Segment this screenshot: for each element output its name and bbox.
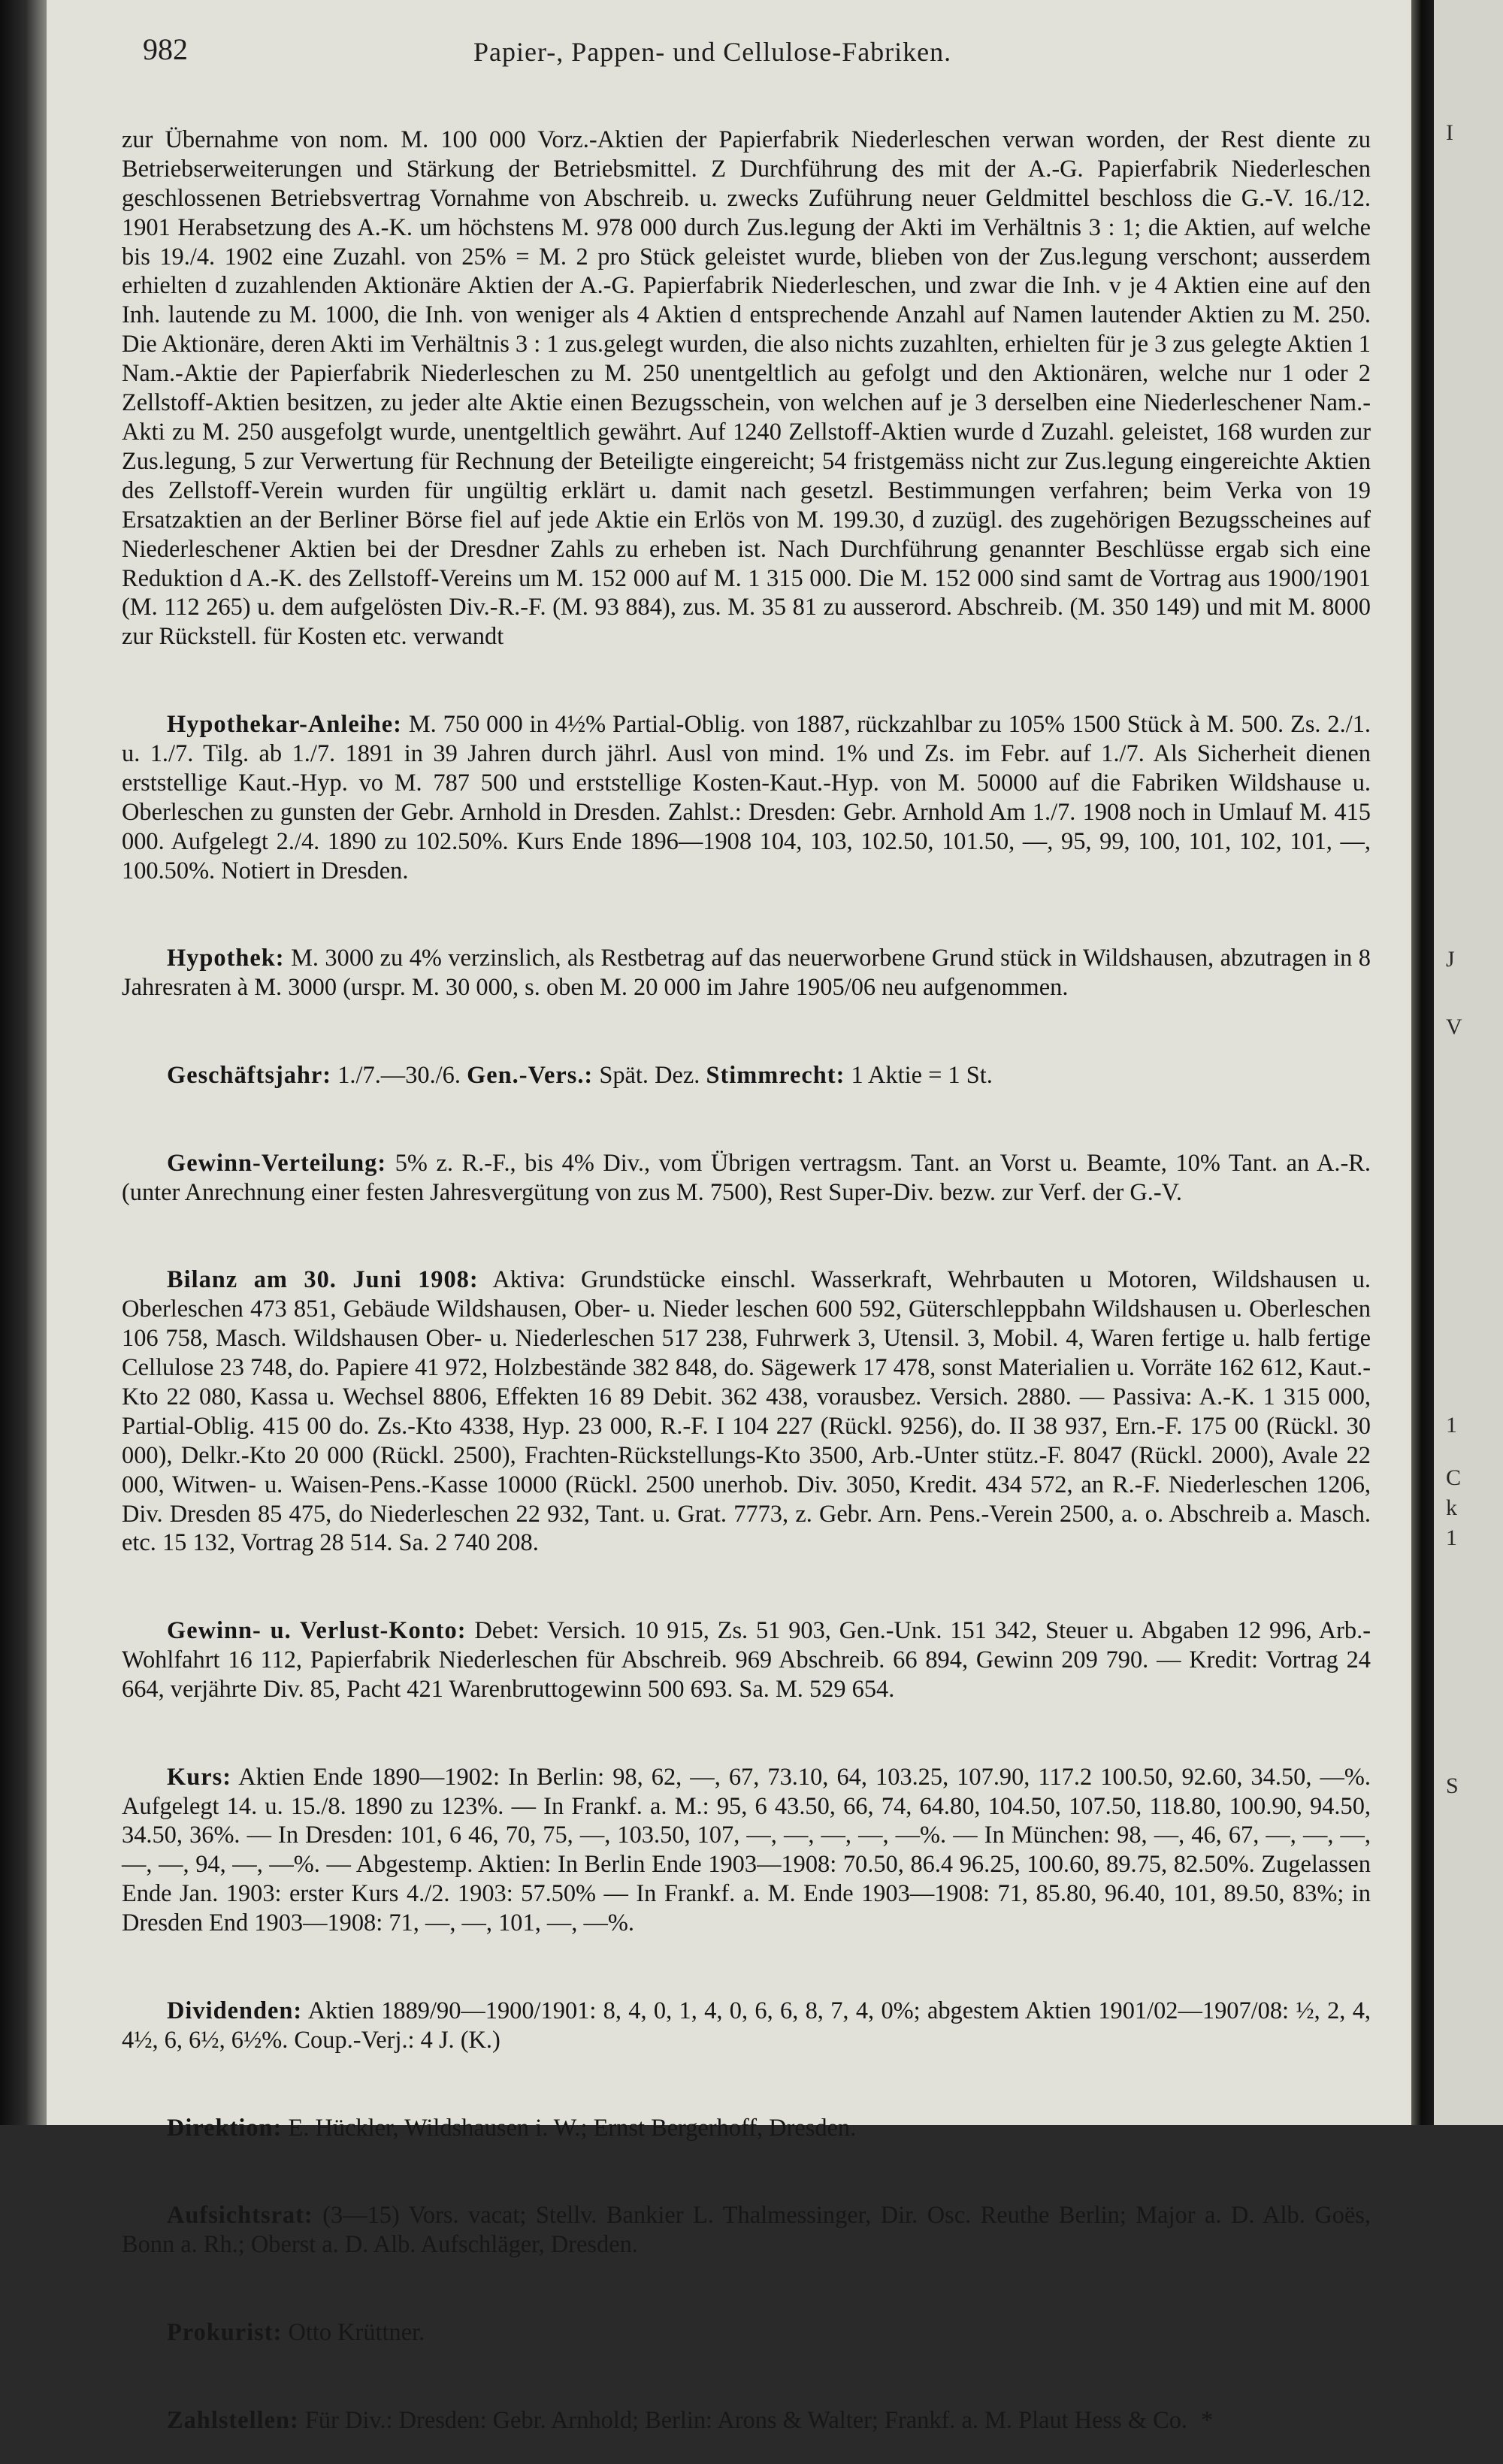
section-text: Aktiva: Grundstücke einschl. Wasserkraft, Wehrbauten u Motoren, Wildshausen u. Oberleschen 473 851, Gebäude Wildshausen, Ober- u. Nieder leschen 600 592, Güterschleppbahn Wildshausen u. Oberleschen 106 758, Masch. Wildshausen Ober- u. Niederleschen 517 238, Fuhrwerk 3, Utensil. 3, Mobil. 4, Waren fertige u. halb fertige Cellulose 23 748, do. Papiere 41 972, Holzbestände 382 848, do. Sägewerk 17 478, sonst Materialien u. Vorräte 162 612, Kaut.-Kto 22 080, Kassa u. Wechsel 8806, Effekten 16 89 Debit. 362 438, vorausbez. Versich. 2880. — Passiva: A.-K. 1 315 000, Partial-Oblig. 415 00 do. Zs.-Kto 4338, Hyp. 23 000, R.-F. I 104 227 (Rückl. 9256), do. II 38 937, Ern.-F. 175 00 (Rückl. 30 000), Delkr.-Kto 20 000 (Rückl. 2500), Frachten-Rückstellungs-Kto 3500, Arb.-Unter stütz.-F. 8047 (Rückl. 2000), Avale 22 000, Witwen- u. Waisen-Pens.-Kasse 10000 (Rückl. 2500 unerhob. Div. 3050, Kredit. 434 572, an R.-F. Niederleschen 1206, Div. Dresden 85 475, do Niederleschen 22 932, Tant. u. Grat. 7773, z. Gebr. Arn. Pens.-Verein 2500, a. o. Abschreib a. Masch. etc. 15 132, Vortrag 28 514. Sa. 2 740 208. bbox=[122, 1266, 1371, 1557]
section-text: Für Div.: Dresden: Gebr. Arnhold; Berlin: Arons & Walter; Frankf. a. M. Plaut Hess & Co. bbox=[304, 2406, 1188, 2434]
next-page-fragment: 1 bbox=[1446, 1413, 1457, 1438]
section-text-gen-vers: Spät. Dez. bbox=[599, 1061, 700, 1089]
section-prokurist bbox=[122, 2318, 1371, 2348]
section-hypothek bbox=[122, 944, 1371, 1002]
section-geschaeftsjahr bbox=[122, 1061, 1371, 1090]
next-page-fragment: k bbox=[1446, 1495, 1457, 1520]
section-text: E. Hückler, Wildshausen i. W.; Ernst Bergerhoff, Dresden. bbox=[288, 2114, 857, 2142]
section-label: Gewinn-Verteilung: bbox=[167, 1149, 387, 1177]
next-page-fragment: S bbox=[1446, 1773, 1459, 1798]
section-label: Hypothekar-Anleihe: bbox=[167, 711, 402, 739]
section-dividenden bbox=[122, 1997, 1371, 2055]
section-label: Prokurist: bbox=[167, 2318, 283, 2346]
next-page-fragment: 1 bbox=[1446, 1525, 1457, 1550]
section-hypothekar-anleihe bbox=[122, 710, 1371, 885]
section-gewinn-verlust bbox=[122, 1616, 1371, 1704]
section-kurs bbox=[122, 1763, 1371, 1938]
section-label-stimmrecht: Stimmrecht: bbox=[706, 1061, 845, 1089]
section-label: Gewinn- u. Verlust-Konto: bbox=[167, 1617, 467, 1645]
section-text: Debet: Versich. 10 915, Zs. 51 903, Gen.-Unk. 151 342, Steuer u. Abgaben 12 996, Arb.-Wohlfahrt 16 112, Papierfabrik Niederleschen für Abschreib. 969 Abschreib. 66 894, Gewinn 209 790. — Kredit: Vortrag 24 664, verjährte Div. 85, Pacht 421 Warenbruttogewinn 500 693. Sa. M. 529 654. bbox=[122, 1617, 1371, 1703]
section-text: 5% z. R.-F., bis 4% Div., vom Übrigen vertragsm. Tant. an Vorst u. Beamte, 10% Tant. an A.-R. (unter Anrechnung einer festen Jahresvergütung von zus M. 7500), Rest Super-Div. bezw. zur Verf. der G.-V. bbox=[122, 1149, 1371, 1206]
book-spine bbox=[0, 0, 47, 2125]
page-number: 982 bbox=[143, 32, 188, 66]
end-mark: * bbox=[1201, 2406, 1214, 2434]
section-label-gen-vers: Gen.-Vers.: bbox=[467, 1061, 594, 1089]
next-page-edge bbox=[1434, 0, 1503, 2125]
next-page-fragment: I bbox=[1446, 120, 1453, 145]
section-label: Kurs: bbox=[167, 1763, 231, 1791]
page-gutter bbox=[1411, 0, 1434, 2125]
section-label: Geschäftsjahr: bbox=[167, 1061, 332, 1089]
section-direktion bbox=[122, 2114, 1371, 2143]
body-text bbox=[122, 96, 1371, 2464]
intro-paragraph: zur Übernahme von nom. M. 100 000 Vorz.-Aktien der Papierfabrik Niederleschen verwan worden, der Rest diente zu Betriebserweiterungen und Stärkung der Betriebsmittel. Z Durchführung des mit der A.-G. Papierfabrik Niederleschen geschlossenen Betriebsvertrag Vornahme von Abschreib. u. zwecks Zuführung neuer Geldmittel beschloss die G.-V. 16./12. 1901 Herabsetzung des A.-K. um höchstens M. 978 000 durch Zus.legung der Akti im Verhältnis 3 : 1; die Aktien, auf welche bis 19./4. 1902 eine Zuzahl. von 25% = M. 2 pro Stück geleistet wurde, blieben von der Zus.legung verschont; ausserdem erhielten d zuzahlenden Aktionäre Aktien der A.-G. Papierfabrik Niederleschen, und zwar die Inh. v je 4 Aktien eine auf den Inh. lautende zu M. 1000, die Inh. von weniger als 4 Aktien d entsprechende Anzahl auf Namen lautender Aktien zu M. 250. Die Aktionäre, deren Akti im Verhältnis 3 : 1 zus.gelegt wurden, die also nichts zuzahlten, erhielten für je 3 zus gelegte Aktien 1 Nam.-Aktie der Papierfabrik Niederleschen zu M. 250 unentgeltlich au gefolgt und den Aktionären, welche nur 1 oder 2 Zellstoff-Aktien besitzen, zu jeder alte Aktie einen Bezugsschein, von welchen auf je 3 derselben eine Niederleschener Nam.-Akti zu M. 250 ausgefolgt wurde, unentgeltlich gewährt. Auf 1240 Zellstoff-Aktien wurde d Zuzahl. geleistet, 168 wurden zur Zus.legung, 5 zur Verwertung für Rechnung der Beteiligte eingereicht; 54 fristgemäss nicht zur Zus.legung eingereichte Aktien des Zellstoff-Verein wurden für ungültig erklärt u. damit nach gesetzl. Bestimmungen verfahren; beim Verka von 19 Ersatzaktien an der Berliner Börse fiel auf jede Aktie ein Erlös von M. 199.30, d zuzügl. des zugehörigen Bezugsscheines auf Niederleschener Aktien bei der Dresdner Zahls zu erheben ist. Nach Durchführung genannter Beschlüsse ergab sich eine Reduktion d A.-K. des Zellstoff-Vereins um M. 152 000 auf M. 1 315 000. Die M. 152 000 sind samt de Vortrag aus 1900/1901 (M. 112 265) u. dem aufgelösten Div.-R.-F. (M. 93 884), zus. M. 35 81 zu ausserord. Abschreib. (M. 350 149) und mit M. 8000 zur Rückstell. für Kosten etc. verwandt bbox=[122, 125, 1371, 651]
section-bilanz bbox=[122, 1265, 1371, 1558]
section-label: Hypothek: bbox=[167, 945, 285, 972]
next-page-fragment: J bbox=[1446, 947, 1455, 972]
section-label: Zahlstellen: bbox=[167, 2406, 299, 2434]
next-page-fragment: V bbox=[1446, 1014, 1462, 1039]
section-text: Aktien 1889/90—1900/1901: 8, 4, 0, 1, 4, 0, 6, 6, 8, 7, 4, 0%; abgestem Aktien 1901/02—1907/08: ½, 2, 4, 4½, 6, 6½, 6½%. Coup.-Verj.: 4 J. (K.) bbox=[122, 1997, 1371, 2054]
section-text: M. 3000 zu 4% verzinslich, als Restbetrag auf das neuerworbene Grund stück in Wildshausen, abzutragen in 8 Jahresraten à M. 3000 (urspr. M. 30 000, s. oben M. 20 000 im Jahre 1905/06 neu aufgenommen. bbox=[122, 945, 1371, 1002]
section-text: 1./7.—30./6. bbox=[337, 1061, 461, 1089]
section-label: Bilanz am 30. Juni 1908: bbox=[167, 1266, 479, 1294]
section-label: Direktion: bbox=[167, 2114, 283, 2142]
section-label: Dividenden: bbox=[167, 1997, 303, 2024]
section-text: Otto Krüttner. bbox=[288, 2318, 425, 2346]
next-page-fragment: C bbox=[1446, 1465, 1462, 1490]
section-text: Aktien Ende 1890—1902: In Berlin: 98, 62, —, 67, 73.10, 64, 103.25, 107.90, 117.2 100.50, 92.60, 34.50, —%. Aufgelegt 14. u. 15./8. 1890 zu 123%. — In Frankf. a. M.: 95, 6 43.50, 66, 74, 64.80, 104.50, 107.50, 118.80, 100.90, 94.50, 34.50, 36%. — In Dresden: 101, 6 46, 70, 75, —, 103.50, 107, —, —, —, —, —%. — In München: 98, —, 46, 67, —, —, —, —, —, 94, —, —%. — Abgestemp. Aktien: In Berlin Ende 1903—1908: 70.50, 86.4 96.25, 100.60, 89.75, 82.50%. Zugelassen Ende Jan. 1903: erster Kurs 4./2. 1903: 57.50% — In Frankf. a. M. Ende 1903—1908: 71, 85.80, 96.40, 101, 89.50, 83%; in Dresden End 1903—1908: 71, —, —, 101, —, —%. bbox=[122, 1763, 1371, 1937]
section-zahlstellen bbox=[122, 2406, 1371, 2435]
section-text-stimmrecht: 1 Aktie = 1 St. bbox=[851, 1061, 993, 1089]
section-gewinn-verteilung bbox=[122, 1149, 1371, 1208]
section-text: (3—15) Vors. vacat; Stellv. Bankier L. Thalmessinger, Dir. Osc. Reuthe Berlin; Major a. D. Alb. Goës, Bonn a. Rh.; Oberst a. D. Alb. Aufschläger, Dresden. bbox=[122, 2202, 1371, 2259]
section-label: Aufsichtsrat: bbox=[167, 2202, 313, 2230]
section-text: M. 750 000 in 4½% Partial-Oblig. von 1887, rückzahlbar zu 105% 1500 Stück à M. 500. Zs. 2./1. u. 1./7. Tilg. ab 1./7. 1891 in 39 Jahren durch jährl. Ausl von mind. 1% und Zs. im Febr. auf 1./7. Als Sicherheit dienen erststellige Kaut.-Hyp. vo M. 787 500 und erststellige Kosten-Kaut.-Hyp. von M. 50000 auf die Fabriken Wildshause u. Oberleschen zu gunsten der Gebr. Arnhold in Dresden. Zahlst.: Dresden: Gebr. Arnhold Am 1./7. 1908 noch in Umlauf M. 415 000. Aufgelegt 2./4. 1890 zu 102.50%. Kurs Ende 1896—1908 104, 103, 102.50, 101.50, —, 95, 99, 100, 101, 102, 101, —, 100.50%. Notiert in Dresden. bbox=[122, 711, 1371, 884]
section-aufsichtsrat bbox=[122, 2201, 1371, 2260]
running-title: Papier-, Pappen- und Cellulose-Fabriken. bbox=[473, 37, 952, 67]
